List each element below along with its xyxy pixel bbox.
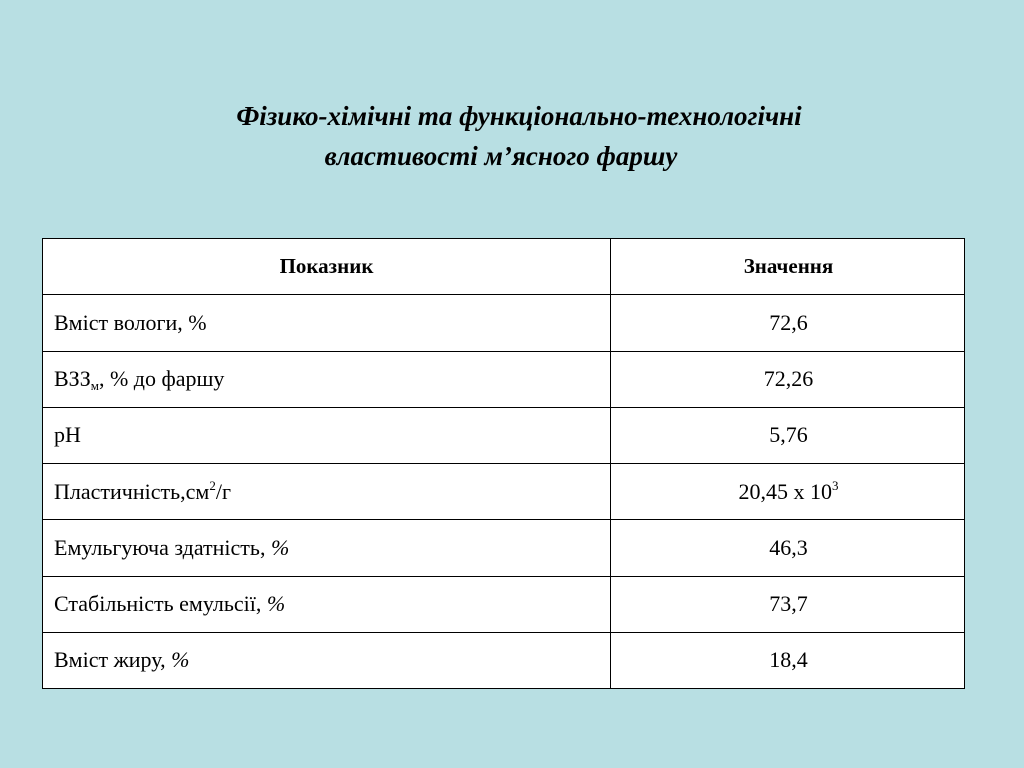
slide-title-line-1: Фізико-хімічні та функціонально-технологічні [236,101,802,131]
row-value: 73,7 [611,576,965,632]
row-label: рН [43,407,611,463]
table-row [43,295,965,351]
header-indicator: Показник [43,239,611,295]
table-row [43,407,965,463]
row-value: 72,6 [611,295,965,351]
row-value: 5,76 [611,407,965,463]
table-row [43,464,965,520]
table-row [43,632,965,688]
row-label: Вміст вологи, % [43,295,611,351]
row-label: Стабільність емульсії, % [43,576,611,632]
row-label: $ВЗЗ_м$, % до фаршу [43,351,611,407]
table-row [43,520,965,576]
row-value: 46,3 [611,520,965,576]
table-row [43,351,965,407]
slide-title [0,96,1024,176]
row-label: $Пластичність,см^2/г$ [43,464,611,520]
row-value: 18,4 [611,632,965,688]
header-value: Значення [611,239,965,295]
row-label: Вміст жиру, % [43,632,611,688]
properties-table [42,238,965,689]
slide-title-line-2: властивості м’ясного фаршу [324,141,678,171]
table-header-row [43,239,965,295]
row-value: 20,45 х $10^3$ [611,464,965,520]
row-label: Емульгуюча здатність, % [43,520,611,576]
table-row [43,576,965,632]
row-value: 72,26 [611,351,965,407]
